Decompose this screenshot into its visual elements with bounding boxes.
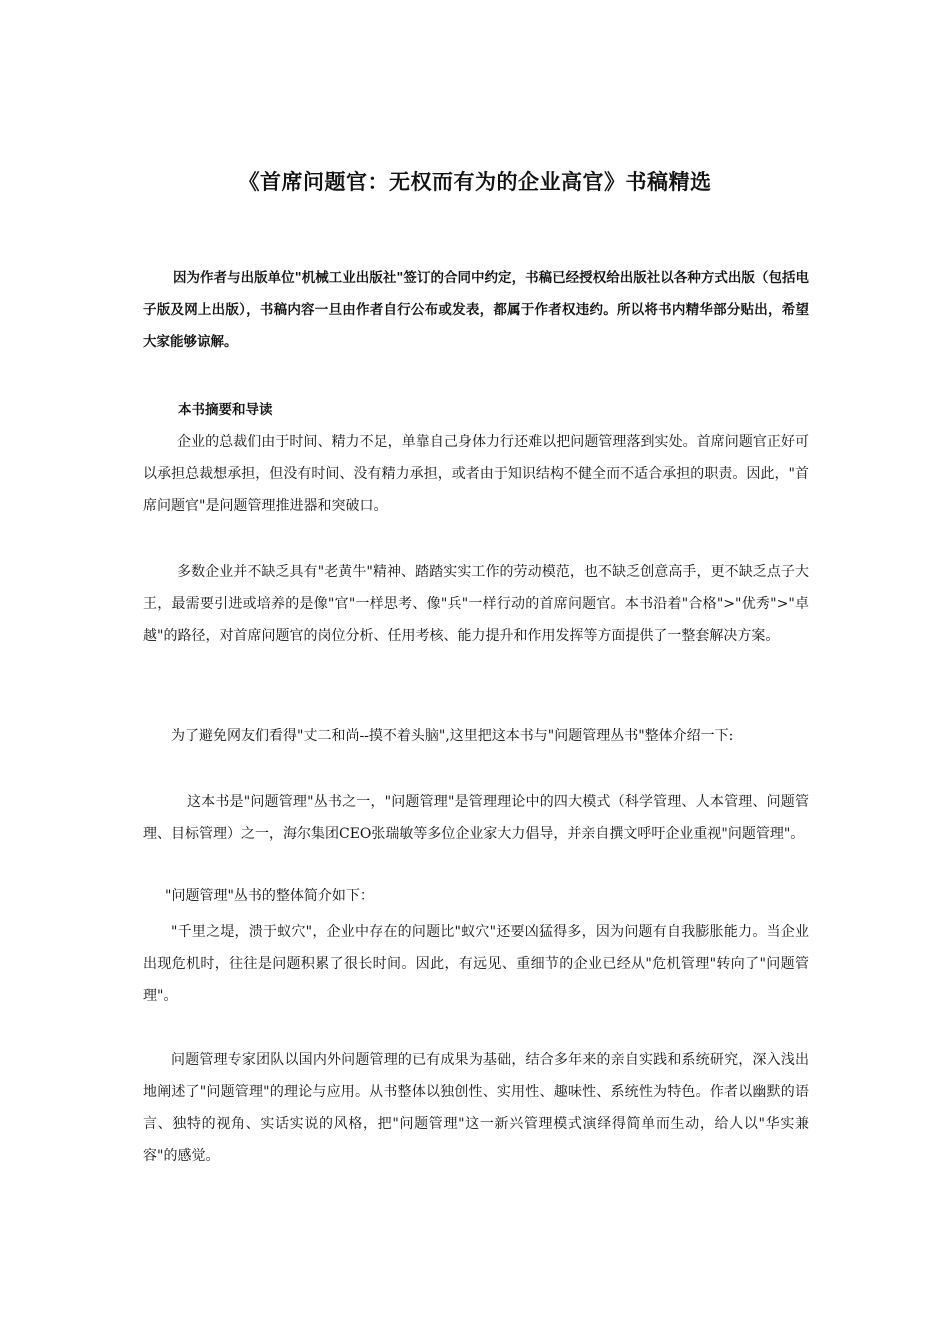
paragraph-series-heading: "问题管理"丛书的整体简介如下： bbox=[165, 888, 374, 904]
document-title: 《首席问题官：无权而有为的企业高官》书稿精选 bbox=[238, 170, 712, 194]
section-heading: 本书摘要和导读 bbox=[178, 402, 273, 418]
copyright-notice: 因为作者与出版单位"机械工业出版社"签订的合同中约定，书稿已经授权给出版社以各种方式出版（包括电子版及网上出版），书稿内容一旦由作者自行公布或发表，都属于作者权违约。所以将书内精华部分贴出，希望大家能够谅解。 bbox=[143, 270, 809, 350]
paragraph-book-intro: 多数企业并不缺乏具有"老黄牛"精神、踏踏实实工作的劳动模范，也不缺乏创意高手，更不缺乏点子大王，最需要引进或培养的是像"官"一样思考、像"兵"一样行动的首席问题官。本书沿着"合格">"优秀">"卓越"的路径，对首席问题官的岗位分析、任用考核、能力提升和作用发挥等方面提供了一整套解决方案。 bbox=[143, 564, 809, 644]
paragraph-summary: 企业的总裁们由于时间、精力不足，单靠自己身体力行还难以把问题管理落到实处。首席问题官正好可以承担总裁想承担，但没有时间、没有精力承担，或者由于知识结构不健全而不适合承担的职责。因此，"首席问题官"是问题管理推进器和突破口。 bbox=[143, 434, 809, 514]
paragraph-series-motivation: "千里之堤，溃于蚁穴"，企业中存在的问题比"蚁穴"还要凶猛得多，因为问题有自我膨胀能力。当企业出现危机时，往往是问题积累了很长时间。因此，有远见、重细节的企业已经从"危机管理"转向了"问题管理"。 bbox=[143, 924, 809, 1004]
paragraph-series-lead-in: 为了避免网友们看得"丈二和尚--摸不着头脑",这里把这本书与"问题管理丛书"整体介绍一下: bbox=[171, 728, 734, 744]
paragraph-series-membership: 这本书是"问题管理"丛书之一，"问题管理"是管理理论中的四大模式（科学管理、人本管理、问题管理、目标管理）之一，海尔集团CEO张瑞敏等多位企业家大力倡导，并亲自撰文呼吁企业重视"问题管理"。 bbox=[143, 794, 809, 842]
paragraph-series-description: 问题管理专家团队以国内外问题管理的已有成果为基础，结合多年来的亲自实践和系统研究，深入浅出地阐述了"问题管理"的理论与应用。从书整体以独创性、实用性、趣味性、系统性为特色。作者以幽默的语言、独特的视角、实话实说的风格，把"问题管理"这一新兴管理模式演绎得简单而生动，给人以"华实兼容"的感觉。 bbox=[143, 1052, 809, 1164]
